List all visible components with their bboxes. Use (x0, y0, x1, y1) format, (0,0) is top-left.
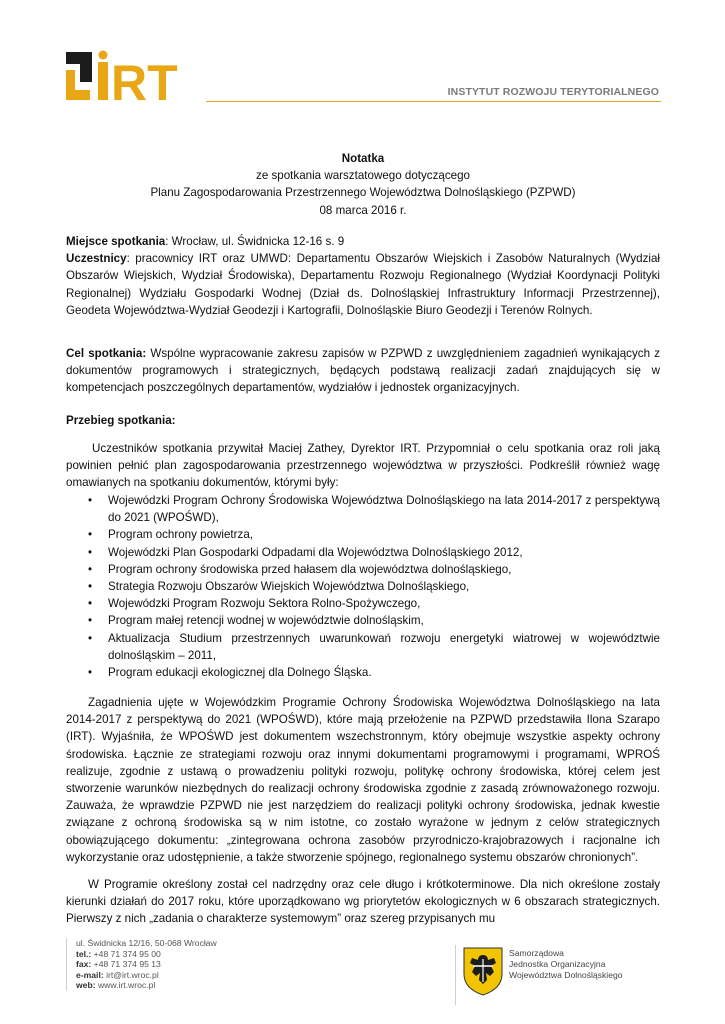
list-item: • Program edukacji ekologicznej dla Dolnego Śląska. (88, 666, 372, 680)
footer-web[interactable]: web: www.irt.wroc.pl (76, 980, 156, 991)
list-item: • Aktualizacja Studium przestrzennych uwarunkowań rozwoju energetyki wiatrowej w województwie dolnośląskim – 2011, (88, 631, 660, 662)
title-line-1: ze spotkania warsztatowego dotyczącego (256, 169, 470, 183)
title-date: 08 marca 2016 r. (319, 203, 407, 217)
coat-of-arms-icon (462, 946, 504, 996)
footer-organization: Samorządowa Jednostka Organizacyjna Województwa Dolnośląskiego (509, 948, 623, 980)
institute-name: INSTYTUT ROZWOJU TERYTORIALNEGO (447, 86, 659, 98)
title-line-2: Planu Zagospodarowania Przestrzennego Województwa Dolnośląskiego (PZPWD) (150, 186, 576, 200)
header-rule (206, 101, 661, 102)
footer-fax: fax: +48 71 374 95 13 (76, 959, 161, 970)
footer-email[interactable]: e-mail: irt@irt.wroc.pl (76, 969, 159, 980)
footer-tel: tel.: +48 71 374 95 00 (76, 948, 161, 959)
list-item: • Program ochrony środowiska przed hałasem dla województwa dolnośląskiego, (88, 562, 512, 576)
list-item: • Wojewódzki Program Ochrony Środowiska Województwa Dolnośląskiego na lata 2014-2017 z perspektywą do 2021 (WPOŚWD), (88, 494, 660, 525)
document-title (66, 150, 660, 219)
intro-paragraph: Uczestników spotkania przywitał Maciej Zathey, Dyrektor IRT. Przypomniał o celu spotkania oraz roli jaką powinien pełnić plan zagospodarowania przestrzennego województwa w przyszłości. Podkreślił również wagę omawianych na spotkaniu dokumentów, którymi były: (66, 442, 660, 490)
documents-list (66, 492, 660, 681)
list-item: • Strategia Rozwoju Obszarów Wiejskich Województwa Dolnośląskiego, (88, 580, 470, 594)
paragraph-program: W Programie określony został cel nadrzędny oraz cele długo i krótkoterminowe. Dla nich określone zostały kierunki działań do 2017 roku, które uporządkowano wg priorytetów ekologicznych w 6 obszarach strategicznych. Pierwszy z nich „zadania o charakterze systemowym” oraz szereg przypisanych mu (66, 878, 660, 926)
svg-text:RT: RT (111, 55, 178, 102)
irt-logo (66, 50, 206, 102)
footer-divider (455, 945, 456, 1005)
footer-address: ul. Świdnicka 12/16, 50-068 Wrocław (76, 938, 217, 948)
list-item: • Program małej retencji wodnej w województwie dolnośląskim, (88, 614, 424, 628)
list-item: • Program ochrony powietrza, (88, 528, 253, 542)
list-item: • Wojewódzki Plan Gospodarki Odpadami dla Województwa Dolnośląskiego 2012, (88, 545, 523, 559)
heading: Notatka (341, 152, 385, 165)
meeting-place: Miejsce spotkania: Wrocław, ul. Świdnicka 12-16 s. 9 (66, 235, 345, 248)
paragraph-wposwd: Zagadnienia ujęte w Wojewódzkim Programie Ochrony Środowiska Województwa Dolnośląskiego na lata 2014-2017 z perspektywą do 2021 (WPOŚWD), które mają przełożenie na PZPWD przedstawiła Ilona Szarapo (IRT). Wyjaśniła, że WPOŚWD jest dokumentem wszechstronnym, który obejmuje wszystkie aspekty ochrony środowiska. Łącznie ze strategiami rozwoju oraz innymi dokumentami programowymi i programami, WPROŚ realizuje, zgodnie z ustawą o prowadzeniu polityki rozwoju, politykę ochrony środowiska, której celem jest stworzenie warunków niezbędnych do realizacji ochrony środowiska zgodnie z zasadą zrównoważonego rozwoju. Zauważa, że wprawdzie PZPWD nie jest narzędziem do realizacji polityki ochrony środowiska, jednak kwestie związane z ochroną środowiska są w nim istotne, co zostało wyrażone w jednym z celów strategicznych obowiązującego dokumentu: „zintegrowana ochrona zasobów przyrodniczo-krajobrazowych i racjonalne ich wykorzystanie oraz udostępnienie, a także stworzenie spójnego, regionalnego systemu obszarów chronionych”. (66, 696, 660, 864)
course-heading: Przebieg spotkania: (66, 414, 176, 427)
meeting-participants: Uczestnicy: pracownicy IRT oraz UMWD: Departamentu Obszarów Wiejskich i Zasobów Naturalnych (Wydział Obszarów Wiejskich, Wydział Środowiska), Departamentu Rozwoju Regionalnego (Wydział Koordynacji Polityki Regionalnej) Wydziału Gospodarki Wodnej (Dział ds. Dolnośląskiej Infrastruktury Informacji Przestrzennej), Geodeta Województwa-Wydział Geodezji i Kartografii, Dolnośląskie Biuro Geodezji i Terenów Rolnych. (66, 252, 660, 317)
meeting-info (66, 233, 660, 319)
meeting-goal: Cel spotkania: Wspólne wypracowanie zakresu zapisów w PZPWD z uwzględnieniem zagadnień wynikających z dokumentów programowych i strategicznych, będących podstawą realizacji zadań znajdujących się w kompetencjach poszczególnych departamentów, wydziałów i jednostek organizacyjnych. (66, 347, 660, 395)
footer-address-block (66, 938, 217, 991)
list-item: • Wojewódzki Program Rozwoju Sektora Rolno-Spożywczego, (88, 597, 421, 611)
